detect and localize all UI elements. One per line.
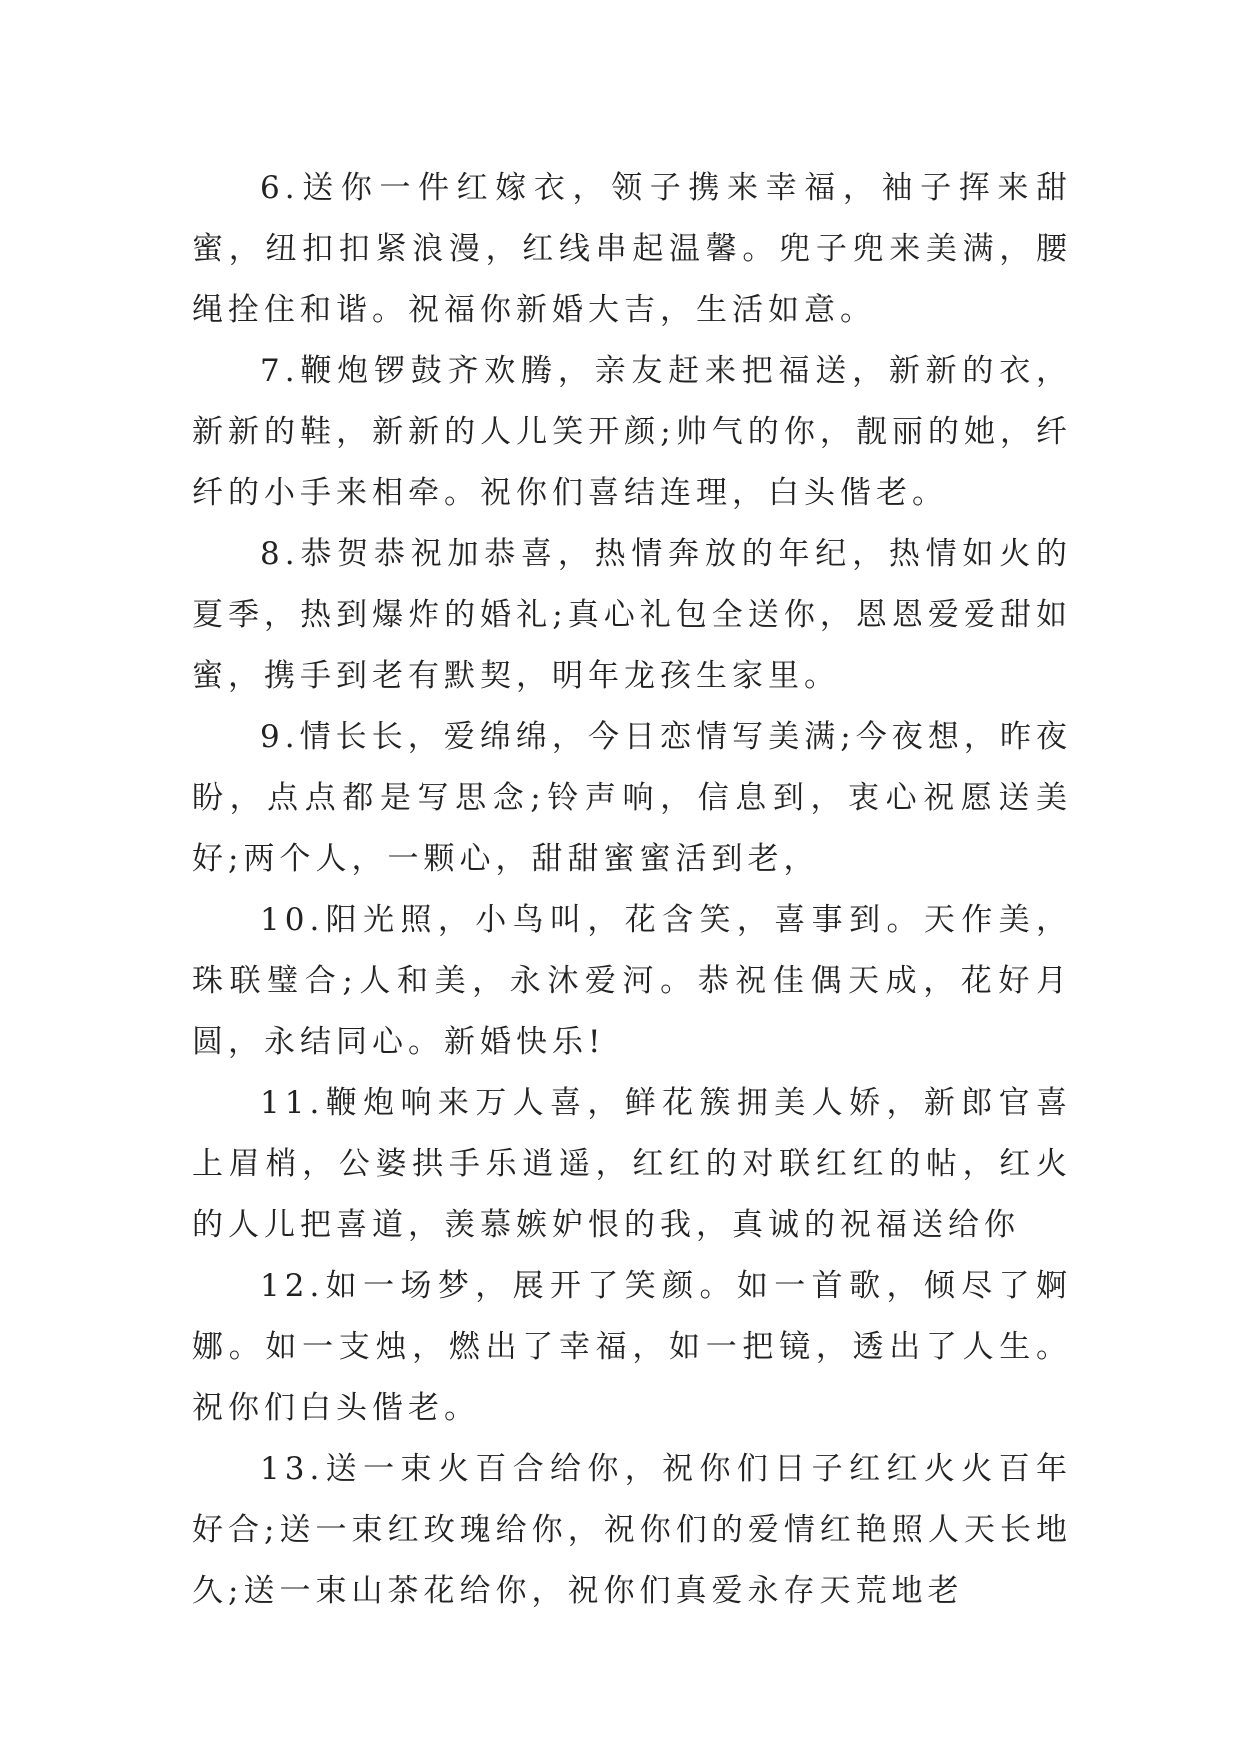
paragraph-6: 6.送你一件红嫁衣，领子携来幸福，袖子挥来甜蜜，纽扣扣紧浪漫，红线串起温馨。兜子兜来美满，腰绳拴住和谐。祝福你新婚大吉，生活如意。 — [192, 170, 1072, 328]
paragraph-8: 8.恭贺恭祝加恭喜，热情奔放的年纪，热情如火的夏季，热到爆炸的婚礼;真心礼包全送你，恩恩爱爱甜如蜜，携手到老有默契，明年龙孩生家里。 — [192, 536, 1072, 694]
paragraph-9: 9.情长长，爱绵绵，今日恋情写美满;今夜想，昨夜盼，点点都是写思念;铃声响，信息到，衷心祝愿送美好;两个人，一颗心，甜甜蜜蜜活到老， — [192, 719, 1072, 877]
paragraph-12: 12.如一场梦，展开了笑颜。如一首歌，倾尽了婀娜。如一支烛，燃出了幸福，如一把镜，透出了人生。祝你们白头偕老。 — [192, 1268, 1072, 1426]
paragraph-10: 10.阳光照，小鸟叫，花含笑，喜事到。天作美，珠联璧合;人和美，永沐爱河。恭祝佳偶天成，花好月圆，永结同心。新婚快乐! — [192, 902, 1072, 1060]
paragraph-13: 13.送一束火百合给你，祝你们日子红红火火百年好合;送一束红玫瑰给你，祝你们的爱情红艳照人天长地久;送一束山茶花给你，祝你们真爱永存天荒地老 — [192, 1451, 1072, 1609]
paragraph-7: 7.鞭炮锣鼓齐欢腾，亲友赶来把福送，新新的衣，新新的鞋，新新的人儿笑开颜;帅气的你，靓丽的她，纤纤的小手来相牵。祝你们喜结连理，白头偕老。 — [192, 353, 1072, 511]
document-body — [192, 158, 1072, 1622]
paragraph-11: 11.鞭炮响来万人喜，鲜花簇拥美人娇，新郎官喜上眉梢，公婆拱手乐逍遥，红红的对联红红的帖，红火的人儿把喜道，羡慕嫉妒恨的我，真诚的祝福送给你 — [192, 1085, 1072, 1243]
